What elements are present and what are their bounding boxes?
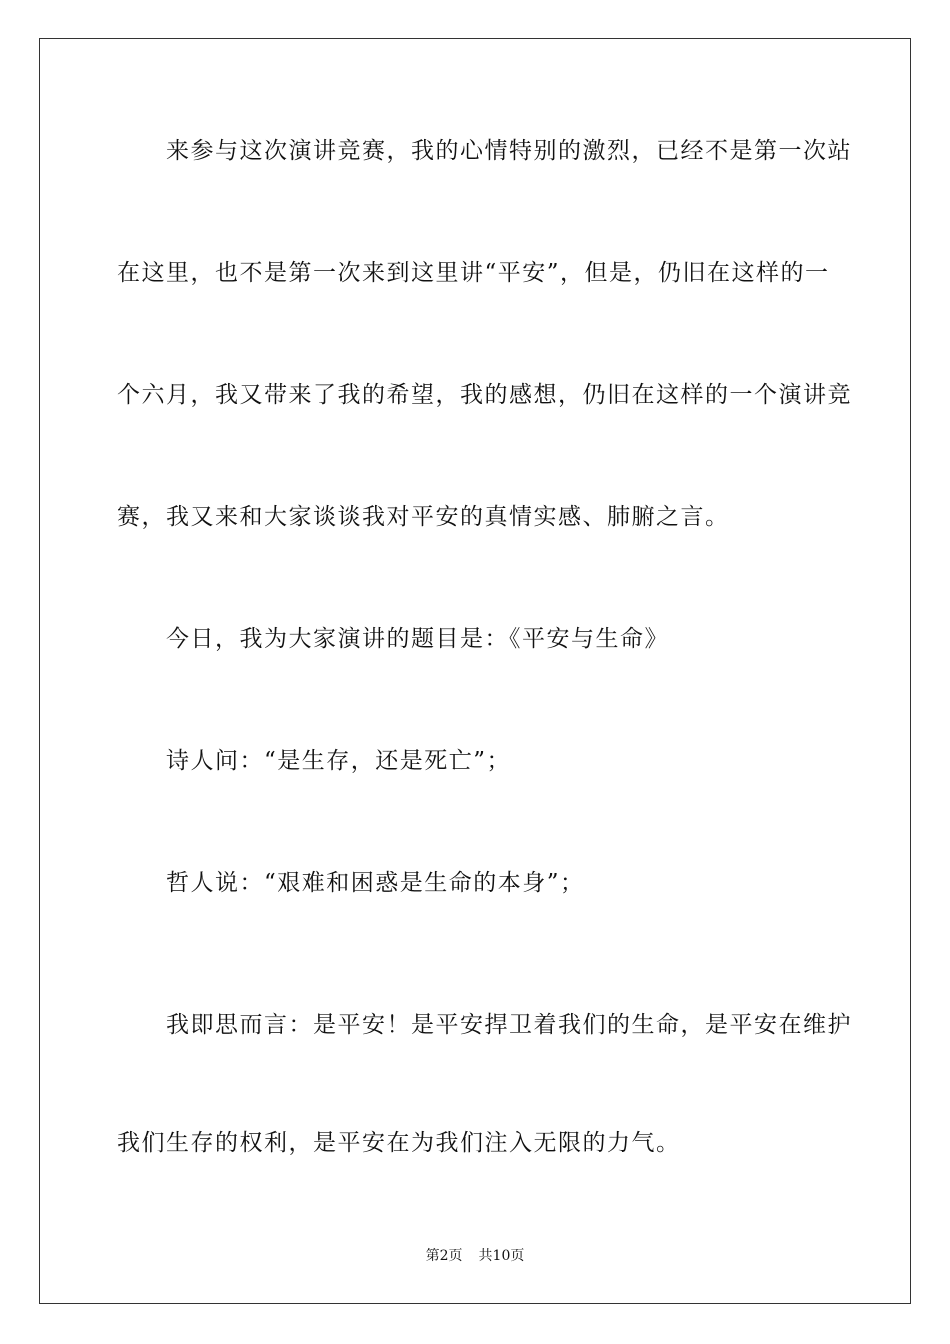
page-number: 第2页 bbox=[425, 1248, 463, 1264]
text-line: 我即思而言：是平安！是平安捍卫着我们的生命，是平安在维护 bbox=[117, 1012, 852, 1038]
text-line: 哲人说：“艰难和困惑是生命的本身”； bbox=[117, 870, 585, 896]
page-footer bbox=[0, 1247, 950, 1265]
text-line: 个六月，我又带来了我的希望，我的感想，仍旧在这样的一个演讲竞 bbox=[117, 382, 852, 408]
text-line: 我们生存的权利，是平安在为我们注入无限的力气。 bbox=[117, 1130, 681, 1156]
text-line: 赛，我又来和大家谈谈我对平安的真情实感、肺腑之言。 bbox=[117, 504, 730, 530]
page-border bbox=[39, 38, 911, 1304]
text-line: 今日，我为大家演讲的题目是：《平安与生命》 bbox=[117, 626, 669, 652]
text-line: 来参与这次演讲竞赛，我的心情特别的激烈，已经不是第一次站 bbox=[117, 138, 852, 164]
page-total: 共10页 bbox=[478, 1248, 525, 1264]
text-line: 在这里，也不是第一次来到这里讲“平安”，但是，仍旧在这样的一 bbox=[117, 260, 830, 286]
text-line: 诗人问：“是生存，还是死亡”； bbox=[117, 748, 512, 774]
